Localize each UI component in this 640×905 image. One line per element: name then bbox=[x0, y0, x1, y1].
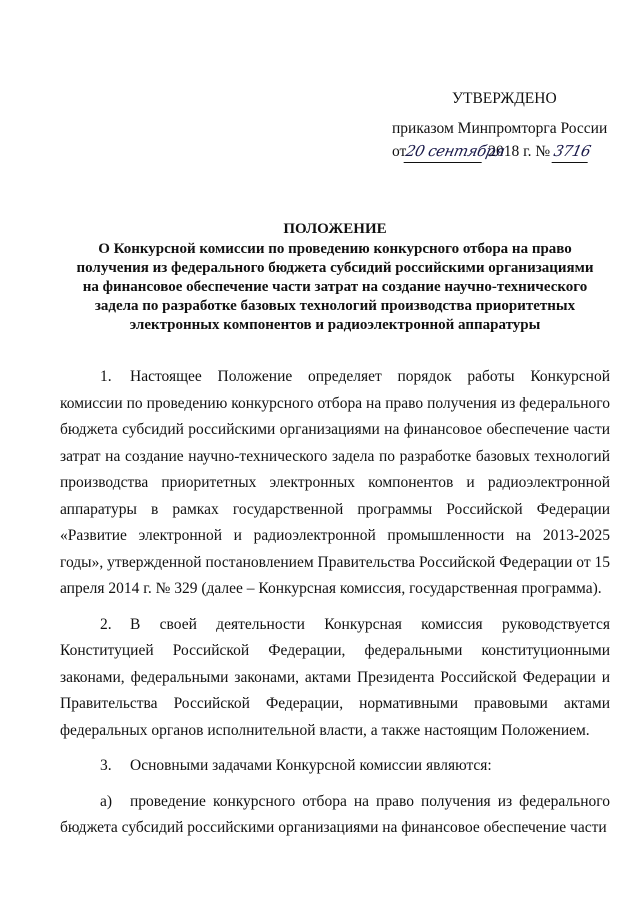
approval-title: УТВЕРЖДЕНО bbox=[452, 90, 557, 107]
approval-stamp-block bbox=[392, 88, 622, 163]
approval-order-line: приказом Минпромторга России bbox=[392, 120, 608, 137]
paragraph-text: В своей деятельности Конкурсная комиссия руководствуется Конституцией Российской Федерации, федеральными конституционными законами, федеральными законами, актами Президента Российской Федерации и Правительства Российской Федерации, нормативными правовыми актами федеральных органов исполнительной власти, а также настоящим Положением. bbox=[60, 615, 610, 739]
paragraph-a bbox=[60, 789, 610, 842]
paragraph-number: 3. bbox=[100, 757, 112, 774]
paragraph-3 bbox=[60, 753, 610, 780]
handwritten-order-number: 3716 bbox=[552, 140, 593, 163]
document-body bbox=[60, 364, 610, 851]
date-prefix: от bbox=[392, 143, 407, 160]
document-heading bbox=[60, 220, 610, 335]
heading-line: задела по разработке базовых технологий производства приоритетных bbox=[94, 298, 576, 314]
document-title: ПОЛОЖЕНИЕ bbox=[283, 221, 387, 237]
handwritten-date: 20 сентября bbox=[404, 140, 487, 163]
heading-line: электронных компонентов и радиоэлектронной аппаратуры bbox=[129, 317, 541, 333]
paragraph-text: Настоящее Положение определяет порядок работы Конкурсной комиссии по проведению конкурсного отбора на право получения из федерального бюджета субсидий российскими организациями на финансовое обеспечение части затрат на создание научно-технического задела по разработке базовых технологий производства приоритетных электронных компонентов и радиоэлектронной аппаратуры в рамках государственной программы Российской Федерации «Развитие электронной и радиоэлектронной промышленности на 2013-2025 годы», утвержденной постановлением Правительства Российской Федерации от 15 апреля 2014 г. № 329 (далее – Конкурсная комиссия, государственная программа). bbox=[60, 368, 610, 597]
year-and-number-label: 2018 г. № bbox=[488, 143, 551, 160]
paragraph-number: 1. bbox=[100, 368, 112, 385]
heading-line: получения из федерального бюджета субсидий российскими организациями bbox=[76, 260, 594, 276]
approval-date-line bbox=[392, 140, 622, 163]
paragraph-number: а) bbox=[100, 792, 113, 810]
paragraph-text: Основными задачами Конкурсной комиссии являются: bbox=[130, 757, 492, 774]
paragraph-text: проведение конкурсного отбора на право получения из федерального бюджета субсидий российскими организациями на финансовое обеспечение части bbox=[60, 792, 610, 836]
paragraph-number: 2. bbox=[100, 615, 112, 633]
heading-line: на финансовое обеспечение части затрат на создание научно-технического bbox=[82, 279, 588, 295]
paragraph-1 bbox=[60, 364, 610, 603]
paragraph-2 bbox=[60, 612, 610, 745]
heading-line: О Конкурсной комиссии по проведению конкурсного отбора на право bbox=[98, 241, 572, 257]
